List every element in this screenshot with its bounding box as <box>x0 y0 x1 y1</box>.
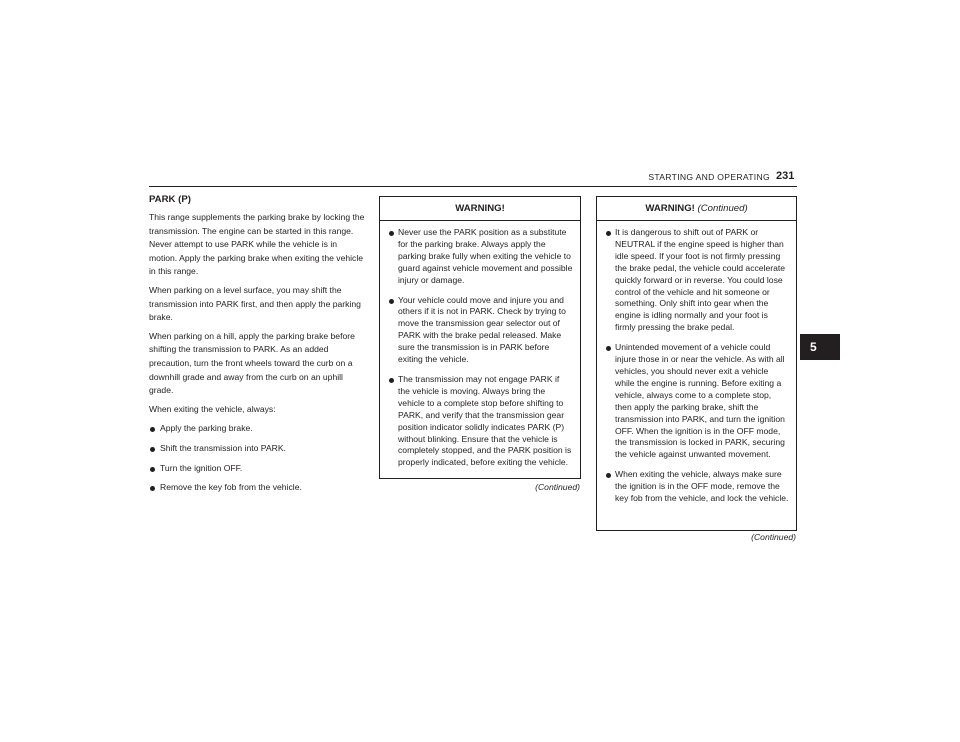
warning-item-text: Unintended movement of a vehicle could injure those in or near the vehicle. As with all vehicles, you should never exit a vehicle while the engine is running. Before exiting a vehicle, always come to a complete stop, then apply the parking brake, shift the transmission into PARK, and turn the ignition OFF. When the ignition is in the OFF mode, the transmission is locked in PARK, securing the vehicle against unwanted movement. <box>615 342 785 460</box>
warning-title: WARNING! <box>380 197 580 221</box>
list-item-text: Shift the transmission into PARK. <box>160 442 286 453</box>
running-header-section: STARTING AND OPERATING <box>648 172 770 182</box>
bullet-icon <box>150 447 155 452</box>
warning-box-continued <box>596 196 797 531</box>
bullet-icon <box>606 231 611 236</box>
warning-body <box>597 221 796 505</box>
paragraph: When parking on a hill, apply the parking brake before shifting the transmission to PARK. As an added precaution, turn the front wheels toward the curb on a downhill grade and away from the curb on an uphill grade. <box>149 330 355 396</box>
warning-item-text: Never use the PARK position as a substitute for the parking brake. Always apply the parking brake fully when exiting the vehicle to guard against vehicle movement and possible injury or damage. <box>398 227 573 285</box>
bullet-icon <box>150 467 155 472</box>
bullet-icon <box>606 473 611 478</box>
warning-item <box>388 374 573 469</box>
park-section <box>149 194 367 501</box>
list-item-text: Remove the key fob from the vehicle. <box>160 482 302 493</box>
warning-item-text: Your vehicle could move and injure you and others if it is not in PARK. Check by trying to move the transmission gear selector out of PARK with the brake pedal released. Make sure the transmission is in PARK before exiting the vehicle. <box>398 294 566 365</box>
chapter-tab: 5 <box>800 334 840 360</box>
list-item <box>149 462 367 476</box>
warning-list <box>605 227 789 505</box>
warning-title-text: WARNING! <box>645 203 695 214</box>
paragraph: This range supplements the parking brake by locking the transmission. The engine can be started in this range. Never attempt to use PARK while the vehicle is in motion. Apply the parking brake when exiting the vehicle in this range. <box>149 212 365 277</box>
continued-note: (Continued) <box>535 482 580 492</box>
bullet-icon <box>150 427 155 432</box>
warning-item <box>605 469 789 505</box>
bullet-icon <box>389 231 394 236</box>
list-item <box>149 422 367 436</box>
warning-body <box>380 221 580 469</box>
bullet-icon <box>150 486 155 491</box>
warning-item <box>605 342 789 461</box>
list-item-text: Turn the ignition OFF. <box>160 462 243 473</box>
section-heading: PARK (P) <box>149 194 191 205</box>
bullet-icon <box>389 378 394 383</box>
warning-list <box>388 227 573 469</box>
warning-box <box>379 196 581 479</box>
list-item <box>149 442 367 456</box>
paragraph: When parking on a level surface, you may shift the transmission into PARK first, and then apply the parking brake. <box>149 284 361 323</box>
list-item-text: Apply the parking brake. <box>160 423 253 434</box>
warning-item-text: It is dangerous to shift out of PARK or NEUTRAL if the engine speed is higher than idle speed. If your foot is not firmly pressing the brake pedal, the vehicle could accelerate quickly forward or in reverse. You could lose control of the vehicle and hit someone or something. Only shift into gear when the engine is idling normally and your foot is firmly pressing the brake pedal. <box>615 227 786 333</box>
warning-item <box>388 227 573 287</box>
paragraph: When exiting the vehicle, always: <box>149 403 276 414</box>
warning-item <box>605 227 789 334</box>
warning-title <box>597 197 796 221</box>
bullet-icon <box>389 299 394 304</box>
warning-title-continued: (Continued) <box>697 203 748 214</box>
warning-item-text: When exiting the vehicle, always make sure the ignition is in the OFF mode, remove the key fob from the vehicle, and lock the vehicle. <box>615 469 789 504</box>
header-rule <box>149 186 797 187</box>
warning-item-text: The transmission may not engage PARK if the vehicle is moving. Always bring the vehicle to a complete stop before shifting to PARK, and verify that the transmission gear position indicator solidly indicates PARK (P) without blinking. Ensure that the vehicle is completely stopped, and the PARK position is properly indicated, before exiting the vehicle. <box>398 373 572 468</box>
exit-checklist <box>149 422 367 494</box>
continued-note: (Continued) <box>751 532 796 542</box>
list-item <box>149 481 367 495</box>
bullet-icon <box>606 346 611 351</box>
page-number: 231 <box>776 170 795 182</box>
warning-item <box>388 295 573 366</box>
